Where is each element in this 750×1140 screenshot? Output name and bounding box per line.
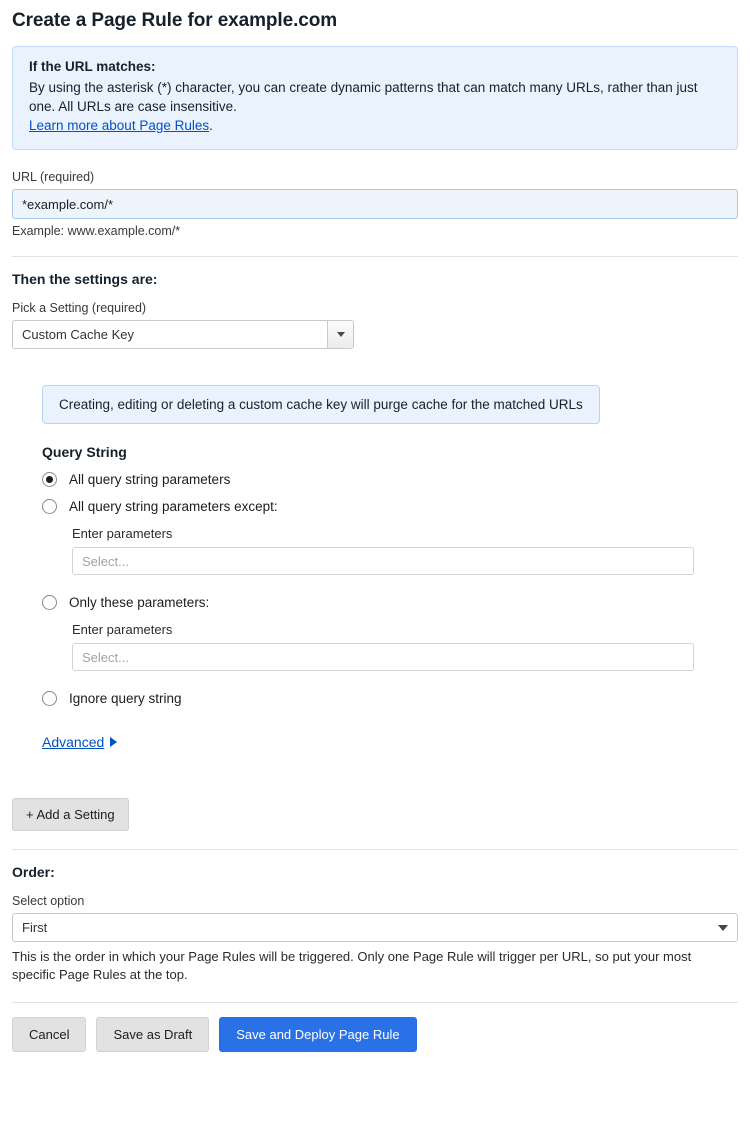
advanced-label: Advanced [42, 734, 105, 750]
radio-icon-ignore-query-string[interactable] [42, 691, 57, 706]
info-callout-title: If the URL matches: [29, 59, 156, 74]
form-actions [12, 1017, 738, 1066]
custom-cache-key-panel [42, 385, 738, 752]
chevron-right-icon [110, 737, 117, 747]
order-hint: This is the order in which your Page Rules will be triggered. Only one Page Rule will trigger per URL, so put your most specific Page Rules at the top. [12, 949, 692, 982]
learn-more-link[interactable]: Learn more about Page Rules [29, 118, 210, 133]
query-string-title: Query String [42, 444, 127, 460]
except-params-input[interactable] [72, 547, 694, 575]
only-params-label: Enter parameters [72, 622, 173, 637]
divider-footer [12, 1002, 738, 1003]
radio-all-query-string-parameters[interactable] [42, 472, 738, 487]
url-field-label: URL (required) [12, 170, 95, 184]
url-field-hint: Example: www.example.com/* [12, 224, 181, 238]
advanced-toggle[interactable] [42, 734, 117, 750]
save-as-draft-button[interactable]: Save as Draft [96, 1017, 209, 1052]
radio-icon-all-params[interactable] [42, 472, 57, 487]
pick-setting-label: Pick a Setting (required) [12, 301, 147, 315]
order-select-wrap [12, 913, 738, 942]
radio-ignore-query-string[interactable] [42, 691, 738, 706]
order-select[interactable] [12, 913, 738, 942]
only-params-input[interactable] [72, 643, 694, 671]
cancel-button[interactable]: Cancel [12, 1017, 86, 1052]
order-select-label: Select option [12, 894, 85, 908]
only-params-block [72, 622, 738, 671]
divider-order [12, 849, 738, 850]
radio-all-params-except[interactable] [42, 499, 738, 514]
radio-label-all-params-except: All query string parameters except: [69, 499, 278, 514]
settings-section-title: Then the settings are: [12, 271, 158, 287]
url-input[interactable] [12, 189, 738, 219]
radio-icon-all-params-except[interactable] [42, 499, 57, 514]
info-callout-body: By using the asterisk (*) character, you can create dynamic patterns that can match many URLs, rather than just one. All URLs are case insensitive. [29, 80, 698, 114]
add-setting-button[interactable]: + Add a Setting [12, 798, 129, 831]
order-section-title: Order: [12, 864, 55, 880]
pick-setting-select[interactable] [12, 320, 354, 349]
radio-label-all-params: All query string parameters [69, 472, 231, 487]
except-params-block [72, 526, 738, 575]
pick-setting-select-wrap [12, 320, 354, 349]
radio-label-ignore-query-string: Ignore query string [69, 691, 182, 706]
page-rule-form [0, 10, 750, 1066]
save-and-deploy-button[interactable]: Save and Deploy Page Rule [219, 1017, 416, 1052]
divider-settings [12, 256, 738, 257]
add-setting-row [12, 752, 738, 831]
radio-only-these-parameters[interactable] [42, 595, 738, 610]
page-title: Create a Page Rule for example.com [12, 10, 338, 31]
info-callout-link-row [29, 116, 721, 135]
radio-label-only-these-params: Only these parameters: [69, 595, 210, 610]
purge-cache-note: Creating, editing or deleting a custom cache key will purge cache for the matched URLs [42, 385, 600, 424]
url-match-info-callout [12, 46, 738, 150]
except-params-label: Enter parameters [72, 526, 173, 541]
radio-icon-only-these-params[interactable] [42, 595, 57, 610]
info-link-suffix: . [209, 118, 213, 133]
